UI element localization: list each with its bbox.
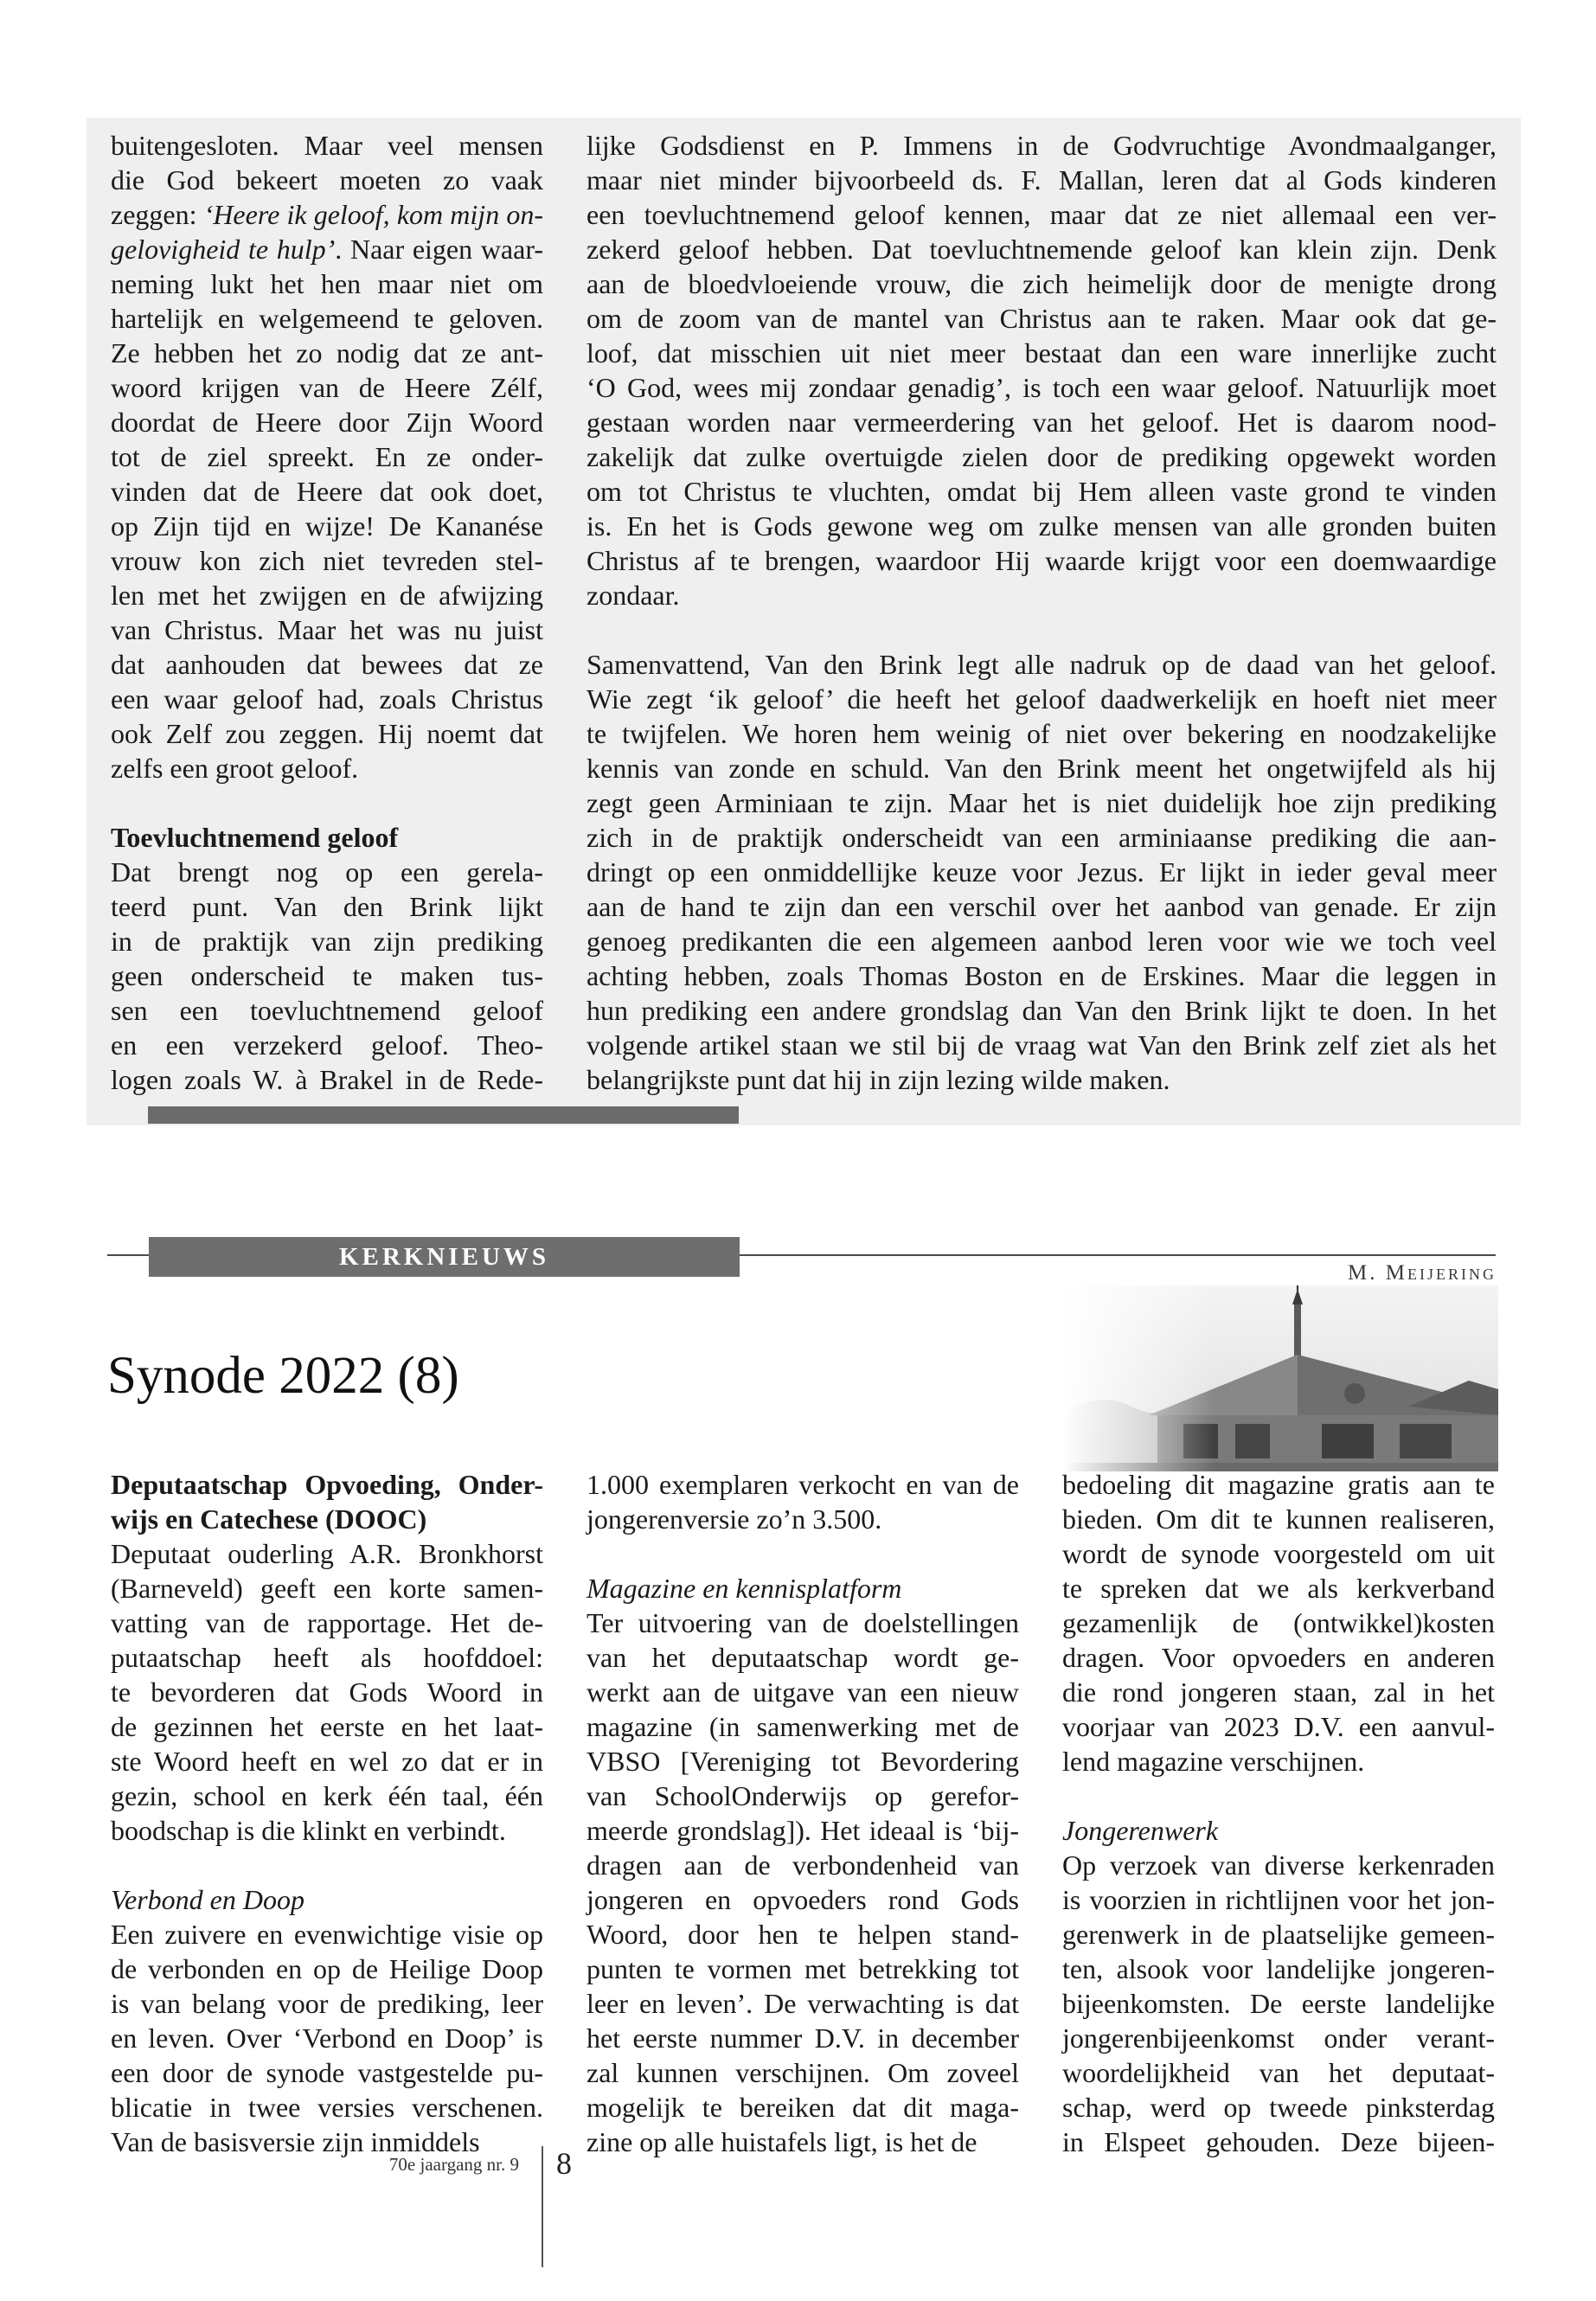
text-line: de gezinnen het eerste en het laat- — [111, 1711, 543, 1742]
text-line: om de zoom van de mantel van Christus aan te raken. Maar ook dat ge- — [586, 303, 1497, 334]
col3-paragraph-1 — [1062, 1467, 1495, 1779]
text-line: om tot Christus te vluchten, omdat bij Hem alleen vaste grond te vinden — [586, 476, 1497, 507]
text-line: zich in de praktijk onderscheidt van een arminiaanse prediking die aan- — [586, 822, 1497, 853]
text-line: zakelijk dat zulke overtuigde zielen door de prediking opgewekt worden — [586, 441, 1497, 472]
text-line: op Zijn tijd en wijze! De Kananése — [111, 510, 543, 542]
text-line: Op verzoek van diverse kerkenraden — [1062, 1849, 1495, 1881]
text-line: hartelijk en welgemeend te geloven. — [111, 303, 543, 334]
text-line: jongerenversie zo’n 3.500. — [586, 1503, 882, 1535]
col2-paragraph-1 — [586, 1467, 1019, 1536]
col1-paragraph-1 — [111, 1536, 543, 1848]
text-line: Wie zegt ‘ik geloof’ die heeft het geloof daadwerkelijk en hoeft niet meer — [586, 683, 1497, 715]
text-line: van SchoolOnderwijs op gerefor- — [586, 1780, 1019, 1811]
text-line: Van de basisversie zijn inmiddels — [111, 2126, 480, 2157]
text-line: zekerd geloof hebben. Dat toevluchtnemende geloof kan klein zijn. Denk — [586, 234, 1497, 265]
text-line: die God bekeert moeten zo vaak — [111, 164, 543, 195]
text-line: putaatschap heeft als hoofddoel: — [111, 1642, 543, 1673]
text-line: schap, werd op tweede pinksterdag — [1062, 2092, 1495, 2123]
text-line: een toevluchtnemend geloof kennen, maar dat ze niet allemaal een ver- — [586, 199, 1497, 230]
text-line: bedoeling dit magazine gratis aan te — [1062, 1469, 1495, 1500]
text-line: is. En het is Gods gewone weg om zulke mensen van alle gronden buiten — [586, 510, 1497, 542]
text-line: een door de synode vastgestelde pu- — [111, 2057, 543, 2088]
text-line: gerenwerk in de plaatselijke gemeen- — [1062, 1919, 1495, 1950]
bottom-column-2 — [586, 1467, 1019, 2159]
text-line: te spreken dat we als kerkverband — [1062, 1573, 1495, 1604]
text-line: van Christus. Maar het was nu juist — [111, 614, 543, 645]
text-line: 1.000 exemplaren verkocht en van de — [586, 1469, 1019, 1500]
text-line: Een zuivere en evenwichtige visie op — [111, 1919, 543, 1950]
page-number: 8 — [556, 2146, 572, 2181]
text-line: voorjaar van 2023 D.V. een aanvul- — [1062, 1711, 1495, 1742]
text-line: in Elspeet gehouden. Deze bijeen- — [1062, 2126, 1495, 2157]
text-line: vinden dat de Heere dat ook doet, — [111, 476, 543, 507]
text-line: aan de hand te zijn dan een verschil over het aanbod van genade. Er zijn — [586, 891, 1497, 922]
text-line: een waar geloof had, zoals Christus — [111, 683, 543, 715]
text-line: de verbonden en op de Heilige Doop — [111, 1953, 543, 1984]
text-line: buitengesloten. Maar veel mensen — [111, 130, 543, 161]
text-line: sen een toevluchtnemend geloof — [111, 995, 543, 1026]
text-line: te bevorderen dat Gods Woord in — [111, 1676, 543, 1708]
text-line: gezamenlijk de (ontwikkel)kosten — [1062, 1607, 1495, 1638]
text-line: maar niet minder bijvoorbeeld ds. F. Mallan, leren dat al Gods kinderen — [586, 164, 1497, 195]
subheading-dooc — [111, 1467, 543, 1536]
text-line: jongeren en opvoeders rond Gods — [586, 1884, 1019, 1915]
text-line: ste Woord heeft en wel zo dat er in — [111, 1746, 543, 1777]
subheading-jongerenwerk: Jongerenwerk — [1062, 1815, 1219, 1846]
text-line: bieden. Om dit te kunnen realiseren, — [1062, 1503, 1495, 1535]
text-line: dragen aan de verbondenheid van — [586, 1849, 1019, 1881]
text-line: zine op alle huistafels ligt, is het de — [586, 2126, 977, 2157]
text-line: hun prediking een andere grondslag dan Van den Brink lijkt te doen. In het — [586, 995, 1497, 1026]
top-left-column — [111, 128, 543, 1097]
text-line: vatting van de rapportage. Het de- — [111, 1607, 543, 1638]
text-line: achting hebben, zoals Thomas Boston en de Erskines. Maar die leggen in — [586, 960, 1497, 991]
text-line: van het deputaatschap wordt ge- — [586, 1642, 1019, 1673]
section-label: KERKNIEUWS — [338, 1243, 550, 1271]
text-line: aan de bloedvloeiende vrouw, die zich heimelijk door de menigte drong — [586, 268, 1497, 299]
text-line: Dat brengt nog op een gerela- — [111, 856, 543, 888]
bottom-column-1 — [111, 1467, 543, 2159]
text-line: lend magazine verschijnen. — [1062, 1746, 1365, 1777]
top-left-paragraph-2 — [111, 855, 543, 1097]
top-left-paragraph-1 — [111, 128, 543, 785]
text-line: doordat de Heere door Zijn Woord — [111, 407, 543, 438]
text-line: tot de ziel spreekt. En ze onder- — [111, 441, 543, 472]
subheading-magazine: Magazine en kennisplatform — [586, 1573, 902, 1604]
headline: Synode 2022 (8) — [107, 1347, 459, 1405]
church-illustration — [1062, 1285, 1498, 1471]
text-line: bijeenkomsten. De eerste landelijke — [1062, 1988, 1495, 2019]
text-line: Samenvattend, Van den Brink legt alle nadruk op de daad van het geloof. — [586, 649, 1497, 680]
text-line: en leven. Over ‘Verbond en Doop’ is — [111, 2022, 543, 2054]
text-line: is voorzien in richtlijnen voor het jon- — [1062, 1884, 1495, 1915]
text-line: Deputaat ouderling A.R. Bronkhorst — [111, 1538, 543, 1569]
text-line: mogelijk te bereiken dat dit maga- — [586, 2092, 1019, 2123]
text-line: dringt op een onmiddellijke keuze voor Jezus. Er lijkt in ieder geval meer — [586, 856, 1497, 888]
text-line: Christus af te brengen, waardoor Hij waarde krijgt voor een doemwaardige — [586, 545, 1497, 576]
text-line: teerd punt. Van den Brink lijkt — [111, 891, 543, 922]
text-line: Woord, door hen te helpen stand- — [586, 1919, 1019, 1950]
text-line: te twijfelen. We horen hem weinig of niet over bekering en noodzakelijke — [586, 718, 1497, 749]
author-name: M. Meijering — [1348, 1261, 1497, 1285]
text-line: logen zoals W. à Brakel in de Rede- — [111, 1064, 543, 1095]
text-line: loof, dat misschien uit niet meer bestaat dan een ware innerlijke zucht — [586, 337, 1497, 369]
text-line: zegt geen Arminiaan te zijn. Maar het is niet duidelijk hoe zijn prediking — [586, 787, 1497, 818]
text-line: volgende artikel staan we stil bij de vraag wat Van den Brink zelf ziet als het — [586, 1029, 1497, 1061]
text-line: die rond jongeren staan, zal in het — [1062, 1676, 1495, 1708]
article-end-bar — [148, 1106, 739, 1124]
text-line: werkt aan de uitgave van een nieuw — [586, 1676, 1019, 1708]
text-line: genoeg predikanten die een algemeen aanbod leren voor wie we toch veel — [586, 926, 1497, 957]
text-line: woordelijkheid van het deputaat- — [1062, 2057, 1495, 2088]
text-line: ook Zelf zou zeggen. Hij noemt dat — [111, 718, 543, 749]
text-line: VBSO [Vereniging tot Bevordering — [586, 1746, 1019, 1777]
text-line: zelfs een groot geloof. — [111, 753, 359, 784]
text-line: len met het zwijgen en de afwijzing — [111, 580, 543, 611]
text-line: neming lukt het hen maar niet om — [111, 268, 543, 299]
text-line: lijke Godsdienst en P. Immens in de Godvruchtige Avondmaalganger, — [586, 130, 1497, 161]
text-line: zeggen: ‘Heere ik geloof, kom mijn on- — [111, 199, 544, 230]
text-line: magazine (in samenwerking met de — [586, 1711, 1019, 1742]
text-line: (Barneveld) geeft een korte samen- — [111, 1573, 543, 1604]
text-line: blicatie in twee versies verschenen. — [111, 2092, 543, 2123]
text-line: ‘O God, wees mij zondaar genadig’, is toch een waar geloof. Natuurlijk moet — [586, 372, 1497, 403]
footer-divider — [542, 2146, 543, 2267]
text-line: gezin, school en kerk één taal, één — [111, 1780, 543, 1811]
text-line: vrouw kon zich niet tevreden stel- — [111, 545, 543, 576]
text-line: Ze hebben het zo nodig dat ze ant- — [111, 337, 543, 369]
subheading-verbond-en-doop: Verbond en Doop — [111, 1884, 304, 1915]
text-line: punten te vormen met betrekking tot — [586, 1953, 1019, 1984]
col2-paragraph-2 — [586, 1606, 1019, 2159]
top-right-paragraph-1 — [586, 128, 1497, 612]
text-line: boodschap is die klinkt en verbindt. — [111, 1815, 506, 1846]
text-line: geen onderscheid te maken tus- — [111, 960, 543, 991]
text-line: wijs en Catechese (DOOC) — [111, 1503, 427, 1535]
text-line: Deputaatschap Opvoeding, Onder- — [111, 1469, 543, 1500]
text-line: zal kunnen verschijnen. Om zoveel — [586, 2057, 1019, 2088]
text-line: gestaan worden naar vermeerdering van het geloof. Het is daarom nood- — [586, 407, 1497, 438]
text-line: woord krijgen van de Heere Zélf, — [111, 372, 543, 403]
top-right-column — [586, 128, 1497, 1097]
text-line: en een verzekerd geloof. Theo- — [111, 1029, 543, 1061]
text-line: gelovigheid te hulp’. Naar eigen waar- — [111, 234, 544, 265]
text-line: meerde grondslag]). Het ideaal is ‘bij- — [586, 1815, 1019, 1846]
text-line: in de praktijk van zijn prediking — [111, 926, 543, 957]
text-line: belangrijkste punt dat hij in zijn lezing wilde maken. — [586, 1064, 1170, 1095]
issue-info: 70e jaargang nr. 9 — [388, 2154, 519, 2175]
text-line: ten, alsook voor landelijke jongeren- — [1062, 1953, 1495, 1984]
text-line: dragen. Voor opvoeders en anderen — [1062, 1642, 1495, 1673]
top-right-paragraph-2 — [586, 647, 1497, 1097]
bottom-column-3 — [1062, 1467, 1495, 2159]
text-line: kennis van zonde en schuld. Van den Brink meent het ongetwijfeld als hij — [586, 753, 1497, 784]
text-line: het eerste nummer D.V. in december — [586, 2022, 1019, 2054]
text-line: jongerenbijeenkomst onder verant- — [1062, 2022, 1495, 2054]
text-line: zondaar. — [586, 580, 680, 611]
text-line: Ter uitvoering van de doelstellingen — [586, 1607, 1019, 1638]
text-line: dat aanhouden dat bewees dat ze — [111, 649, 543, 680]
text-line: wordt de synode voorgesteld om uit — [1062, 1538, 1495, 1569]
text-line: is van belang voor de prediking, leer — [111, 1988, 543, 2019]
col3-paragraph-2 — [1062, 1848, 1495, 2159]
subheading-toevluchtnemend: Toevluchtnemend geloof — [111, 822, 399, 853]
text-line: leer en leven’. De verwachting is dat — [586, 1988, 1019, 2019]
col1-paragraph-2 — [111, 1917, 543, 2159]
